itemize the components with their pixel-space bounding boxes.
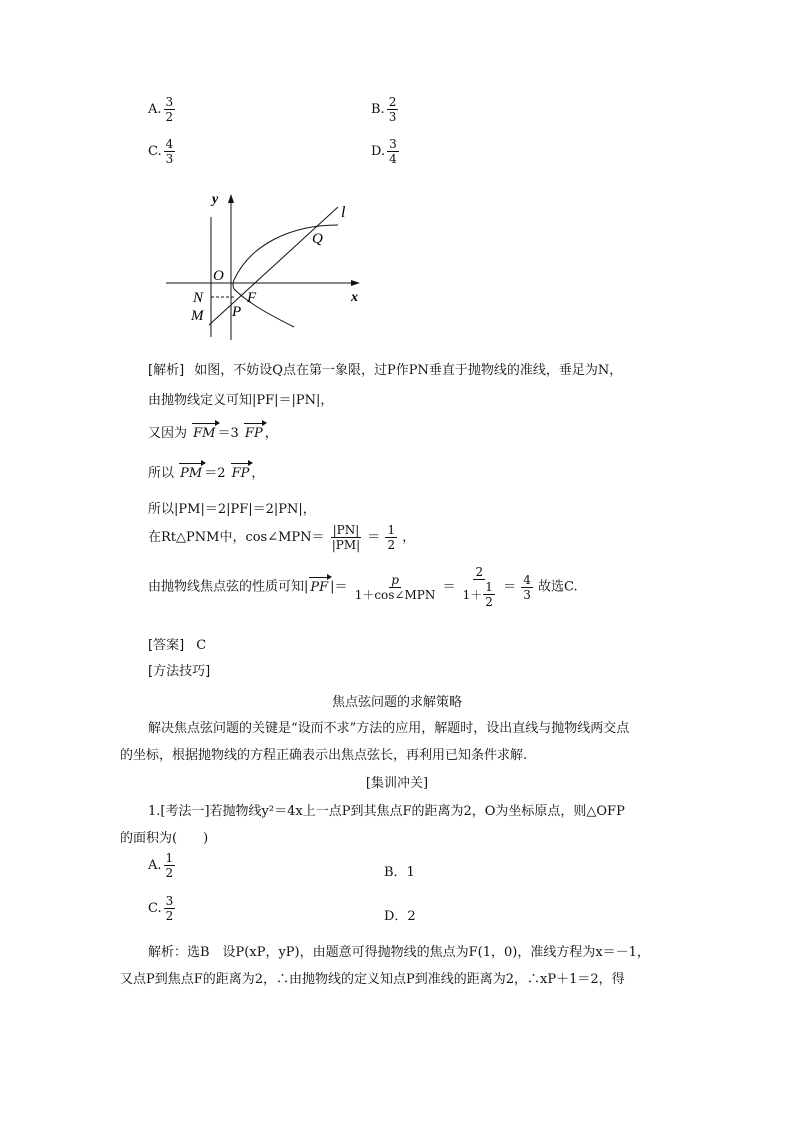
fraction: $\frac{p}{\text{1＋cos∠MPN}}$ xyxy=(354,572,436,602)
y-axis-label: y xyxy=(212,192,219,207)
analysis-line-6: 在Rt△PNM中，cos∠MPN＝ $\frac{|PN|}{|PM|}$ ＝ $\frac{1}{2}$ ， xyxy=(148,523,416,552)
fraction: $\frac{|PN|}{|PM|}$ xyxy=(331,523,361,552)
method-title: 焦点弦问题的求解策略 xyxy=(331,695,462,710)
option-b: B. $\frac{2}{3}$ xyxy=(371,95,397,124)
option-d: D. $\frac{3}{4}$ xyxy=(371,137,397,166)
option-a: A. $\frac{3}{2}$ xyxy=(148,95,174,124)
analysis-line-4: 所以 PM ＝2 FP ， xyxy=(148,466,265,481)
analysis-line-3: 又因为 FM ＝3 FP ， xyxy=(148,426,278,441)
analysis-line-2: 由抛物线定义可知|PF|＝|PN|， xyxy=(148,393,334,408)
option-c: C. $\frac{4}{3}$ xyxy=(148,137,174,166)
question-1-option-a: A. $\frac{1}{2}$ xyxy=(148,851,174,880)
fraction: $\frac{3}{2}$ xyxy=(165,894,174,923)
fraction: $\frac{3}{4}$ xyxy=(389,137,397,166)
fraction: $\frac{4}{3}$ xyxy=(165,137,174,166)
question-1-option-b: B．1 xyxy=(384,865,415,880)
vector-pm: PM xyxy=(180,466,203,481)
x-axis-arrow xyxy=(351,280,360,286)
point-q-label: Q xyxy=(312,231,323,247)
x-axis-label: x xyxy=(351,290,358,305)
line-l-label: l xyxy=(341,204,346,221)
method-tag: [方法技巧] xyxy=(148,664,211,679)
nested-fraction: $\frac{1}{2}$ xyxy=(485,580,493,609)
point-o-label: O xyxy=(213,268,224,284)
fraction: $\frac{4}{3}$ xyxy=(523,572,531,602)
point-m-label: M xyxy=(191,308,204,324)
solution-line-1: 解析：选B 设P(xP，yP)，由题意可得抛物线的焦点为F(1，0)，准线方程为x＝－1， xyxy=(148,945,650,960)
vector-pf: PF xyxy=(310,579,329,595)
method-paragraph-line-1: 解决焦点弦问题的关键是“设而不求”方法的应用，解题时，设出直线与抛物线两交点 xyxy=(148,721,630,736)
question-1-line-2: 的面积为( ) xyxy=(120,831,209,846)
training-title: [集训冲关] xyxy=(365,776,429,791)
question-1-line-1: 1.[考法一]若抛物线y²＝4x上一点P到其焦点F的距离为2，O为坐标原点，则△OFP xyxy=(148,804,625,819)
fraction: 2 1＋ $\frac{1}{2}$ xyxy=(462,565,493,609)
question-1-option-c: C. $\frac{3}{2}$ xyxy=(148,894,174,923)
vector-fp: FP xyxy=(231,466,250,481)
fraction: $\frac{2}{3}$ xyxy=(388,95,397,124)
point-f-label: F xyxy=(247,290,257,306)
point-p-label: P xyxy=(232,304,242,320)
analysis-line-7: 由抛物线焦点弦的性质可知| PF |＝ $\frac{p}{\text{1＋cos∠MPN}}$ ＝ 2 1＋ $\frac{1}{2}$ ＝ $\frac{4}{3}$ 故选C. xyxy=(148,565,578,609)
fraction: $\frac{3}{2}$ xyxy=(165,95,174,124)
fraction: $\frac{1}{2}$ xyxy=(387,523,396,552)
analysis-line-5: 所以|PM|＝2|PF|＝2|PN|， xyxy=(148,502,316,517)
point-n-label: N xyxy=(193,290,204,306)
parabola-figure xyxy=(160,185,375,345)
answer-line: [答案] C xyxy=(148,638,207,653)
method-paragraph-line-2: 的坐标，根据抛物线的方程正确表示出焦点弦长，再利用已知条件求解. xyxy=(120,748,528,763)
question-1-option-d: D．2 xyxy=(384,909,416,924)
y-axis-arrow xyxy=(228,194,234,203)
vector-fm: FM xyxy=(193,426,216,441)
line-l xyxy=(209,207,338,325)
fraction: $\frac{1}{2}$ xyxy=(165,851,174,880)
solution-line-2: 又点P到焦点F的距离为2，∴由抛物线的定义知点P到准线的距离为2，∴xP＋1＝2，得 xyxy=(120,972,625,987)
analysis-line-1: [解析] 如图，不妨设Q点在第一象限，过P作PN垂直于抛物线的准线，垂足为N， xyxy=(148,363,623,378)
vector-fp: FP xyxy=(244,426,263,441)
